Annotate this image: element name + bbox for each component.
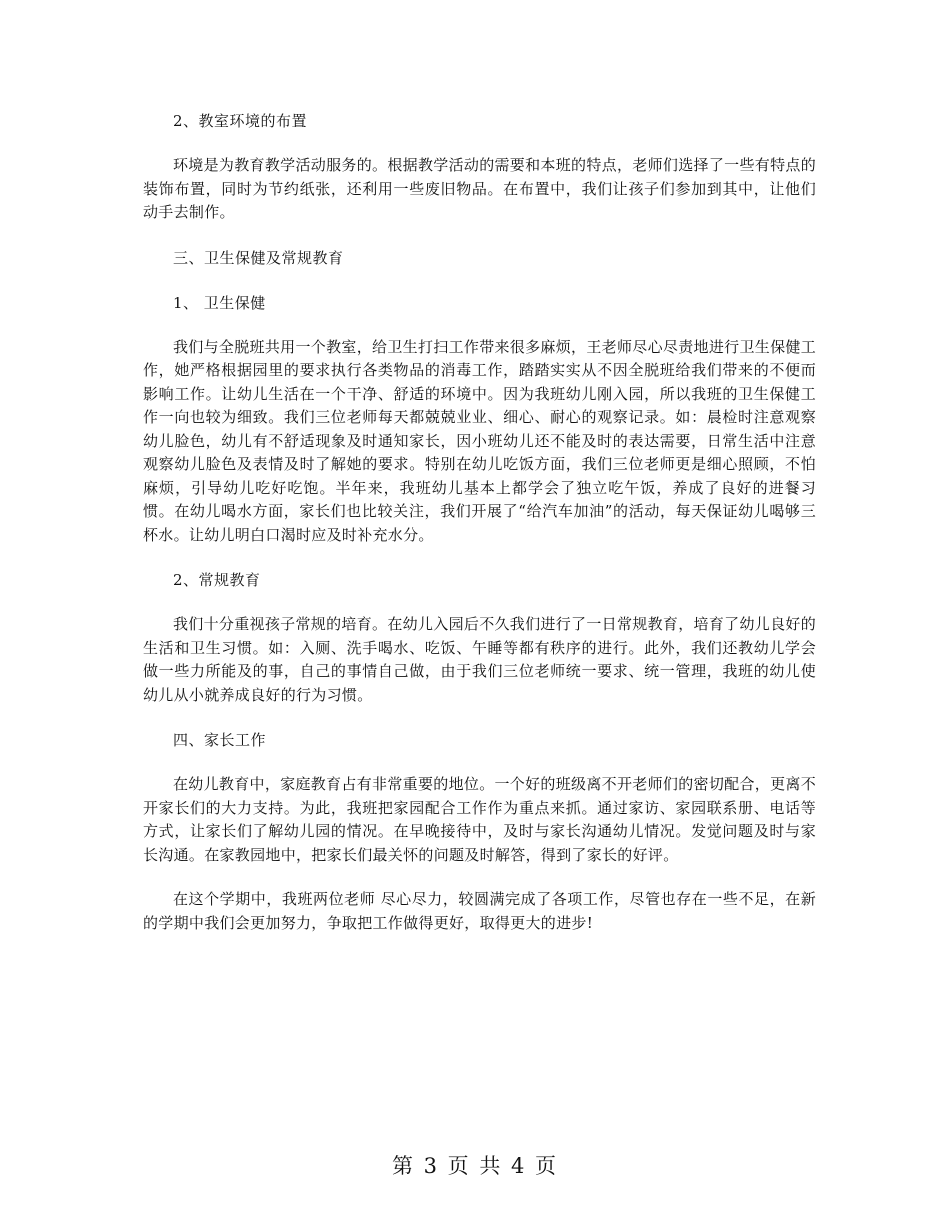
- paragraph-conclusion: 在这个学期中，我班两位老师 尽心尽力，较圆满完成了各项工作，尽管也存在一些不足，在新的学期中我们会更加努力，争取把工作做得更好，取得更大的进步!: [143, 890, 816, 932]
- paragraph-routine-education: 我们十分重视孩子常规的培育。在幼儿入园后不久我们进行了一日常规教育，培育了幼儿良好的生活和卫生习惯。如：入厕、洗手喝水、吃饭、午睡等都有秩序的进行。此外，我们还教幼儿学会做一些力所能及的事，自己的事情自己做，由于我们三位老师统一要求、统一管理，我班的幼儿使幼儿从小就养成良好的行为习惯。: [143, 615, 816, 704]
- paragraph-parent-work: 在幼儿教育中，家庭教育占有非常重要的地位。一个好的班级离不开老师们的密切配合，更离不开家长们的大力支持。为此，我班把家园配合工作作为重点来抓。通过家访、家园联系册、电话等方式，让家长们了解幼儿园的情况。在早晚接待中，及时与家长沟通幼儿情况。发觉问题及时与家长沟通。在家教园地中，把家长们最关怀的问题及时解答，得到了家长的好评。: [143, 775, 816, 864]
- paragraph-classroom-environment: 环境是为教育教学活动服务的。根据教学活动的需要和本班的特点，老师们选择了一些有特点的装饰布置，同时为节约纸张，还利用一些废旧物品。在布置中，我们让孩子们参加到其中，让他们动手去制作。: [143, 156, 816, 221]
- paragraph-hygiene-care: 我们与全脱班共用一个教室，给卫生打扫工作带来很多麻烦，王老师尽心尽责地进行卫生保健工作，她严格根据园里的要求执行各类物品的消毒工作，踏踏实实从不因全脱班给我们带来的不便而影响工作。让幼儿生活在一个干净、舒适的环境中。因为我班幼儿刚入园，所以我班的卫生保健工作一向也较为细致。我们三位老师每天都兢兢业业、细心、耐心的观察记录。如：晨检时注意观察幼儿脸色，幼儿有不舒适现象及时通知家长，因小班幼儿还不能及时的表达需要，日常生活中注意观察幼儿脸色及表情及时了解她的要求。特别在幼儿吃饭方面，我们三位老师更是细心照顾，不怕麻烦，引导幼儿吃好吃饱。半年来，我班幼儿基本上都学会了独立吃午饭，养成了良好的进餐习惯。在幼儿喝水方面，家长们也比较关注，我们开展了“给汽车加油”的活动，每天保证幼儿喝够三杯水。让幼儿明白口渴时应及时补充水分。: [143, 337, 816, 544]
- section-heading-classroom-environment: 2、教室环境的布置: [173, 112, 308, 130]
- section-heading-hygiene-care: 1、 卫生保健: [173, 293, 266, 312]
- section-heading-parent-work: 四、家长工作: [173, 731, 267, 749]
- document-body: [143, 109, 816, 935]
- section-heading-routine-education: 2、常规教育: [173, 571, 261, 589]
- section-heading-hygiene-routine: 三、卫生保健及常规教育: [173, 248, 344, 267]
- page-number-footer: 第 3 页 共 4 页: [391, 1154, 559, 1178]
